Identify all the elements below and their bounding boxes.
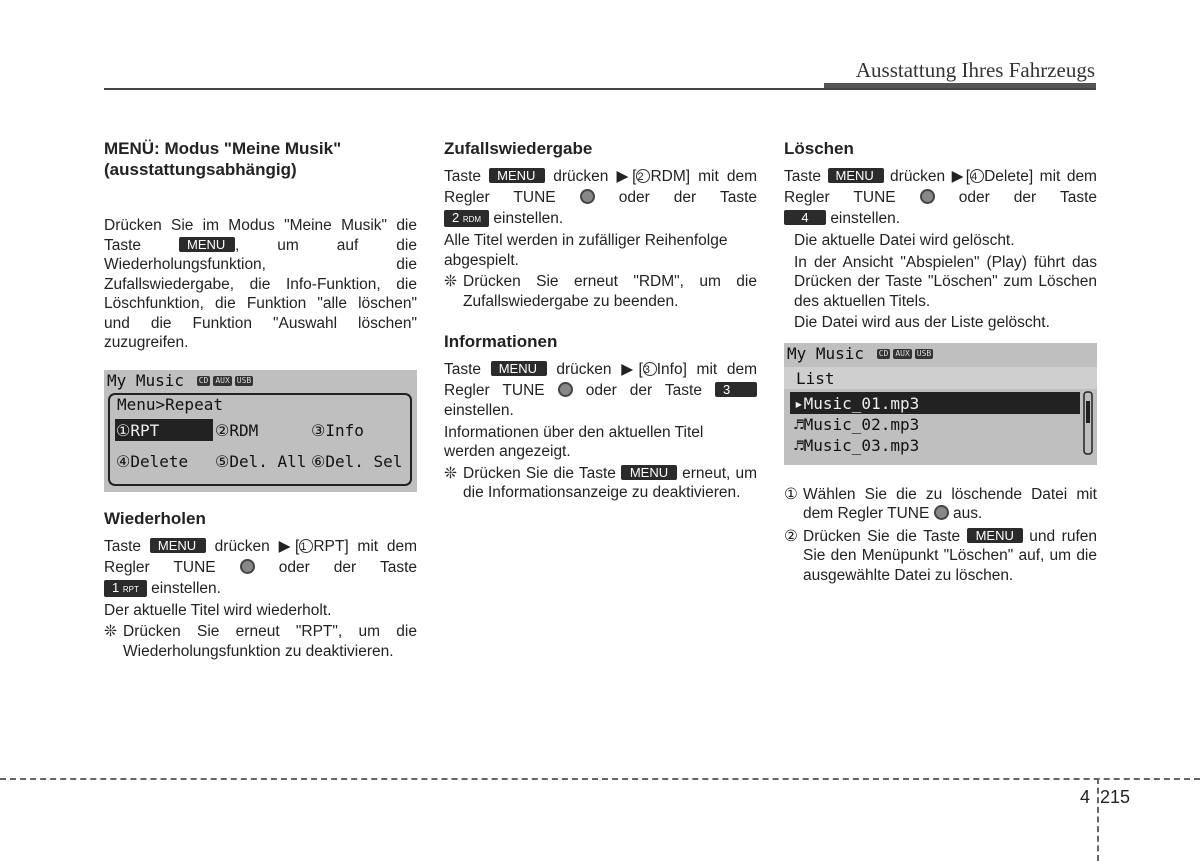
- info-result: Informationen über den aktuellen Titel werden angezeigt.: [444, 423, 704, 460]
- tune-knob-icon: [240, 559, 255, 574]
- cd-tag: CD: [878, 348, 889, 358]
- menu-item-del-sel: ⑥Del. Sel: [311, 451, 403, 471]
- delete-key-icon: 4: [784, 210, 826, 225]
- cd-tag: CD: [198, 375, 209, 385]
- delete-list-info: Die Datei wird aus der Liste gelöscht.: [794, 314, 1050, 331]
- arrow-icon: ▶[: [621, 361, 643, 378]
- menu-button-icon: MENU: [967, 528, 1023, 543]
- menu-item-rdm: ②RDM: [215, 420, 259, 440]
- menu-button-icon: MENU: [621, 465, 677, 480]
- delete-key-line: 4 einstellen.: [784, 208, 1097, 229]
- repeat-screen: [104, 370, 417, 492]
- note-icon: ❊: [104, 623, 117, 640]
- repeat-note: ❊ Drücken Sie erneut "RPT", um die Wiederholungsfunktion zu deaktivieren.: [104, 623, 417, 660]
- shuffle-result: Alle Titel werden in zufälliger Reihenfolge abgespielt.: [444, 232, 728, 269]
- number-3-icon: 3: [643, 362, 657, 376]
- arrow-icon: ▶[: [616, 168, 637, 185]
- footer-dashed-rule: [0, 778, 1200, 780]
- menu-item-del-all: ⑤Del. All: [215, 451, 307, 471]
- number-1-icon: 1: [299, 539, 313, 553]
- info-key-icon: 3: [715, 382, 757, 397]
- delete-play-info: In der Ansicht "Abspielen" (Play) führt das Drücken der Taste "Löschen" zum Löschen des aktuellen Titels.: [794, 253, 1097, 310]
- menu-item-rpt: ①RPT: [116, 420, 160, 440]
- tune-knob-icon: [558, 382, 573, 397]
- screen-app-title: My Music: [107, 370, 185, 390]
- delete-step-1: ① Wählen Sie die zu löschende Datei mit dem Regler TUNE aus.: [784, 485, 1097, 522]
- rdm-key-icon: 2 RDM: [444, 210, 489, 227]
- menu-button-icon: MENU: [828, 168, 884, 183]
- note-icon: ❊: [444, 273, 457, 290]
- column-3: [784, 138, 1097, 585]
- number-4-icon: 4: [970, 169, 984, 183]
- menu-button-icon: MENU: [489, 168, 545, 183]
- file-item-1: ▸Music_01.mp3: [794, 393, 920, 413]
- shuffle-instructions: Taste MENU drücken ▶[2 RDM] mit dem Regler TUNE oder der Taste: [444, 168, 758, 206]
- screen-app-title: My Music: [787, 343, 865, 363]
- arrow-icon: ▶[: [278, 537, 300, 555]
- shuffle-key-line: 2 RDM einstellen.: [444, 208, 757, 229]
- header-rule: [104, 88, 1096, 90]
- heading-delete: Löschen: [784, 139, 854, 158]
- note-icon: ❊: [444, 464, 457, 482]
- heading-information: Informationen: [444, 332, 558, 351]
- heading-menu-my-music: MENÜ: Modus "Meine Musik" (ausstattungsabhängig): [104, 139, 342, 179]
- menu-item-delete: ④Delete: [116, 451, 189, 471]
- usb-tag: USB: [236, 375, 252, 385]
- column-1: [104, 138, 417, 661]
- info-note: ❊ Drücken Sie die Taste MENU erneut, um die Informationsanzeige zu deaktivieren.: [444, 464, 757, 501]
- rpt-key-icon: 1 RPT: [104, 580, 147, 597]
- menu-button-icon: MENU: [150, 538, 206, 553]
- list-screen: [784, 343, 1097, 465]
- heading-repeat: Wiederholen: [104, 508, 206, 528]
- page-number: [1080, 787, 1130, 808]
- info-key-line: einstellen.: [444, 402, 514, 419]
- screen-path: Menu>Repeat: [117, 394, 223, 414]
- intro-paragraph: Drücken Sie im Modus "Meine Musik" die Taste MENU , um auf die Wiederholungsfunktion, die Zufallswiedergabe, die Info-Funktion, die Löschfunktion, die Funktion "alle löschen" und die Funktion "Auswahl löschen" zuzugreifen.: [104, 217, 417, 351]
- tune-knob-icon: [934, 505, 949, 520]
- tune-knob-icon: [920, 189, 935, 204]
- info-instructions: Taste MENU drücken ▶[3 Info] mit dem Regler TUNE oder der Taste 3: [444, 361, 758, 399]
- delete-result: Die aktuelle Datei wird gelöscht.: [794, 232, 1015, 249]
- screen-list-title: List: [796, 368, 835, 388]
- repeat-instructions: Taste MENU drücken ▶[1 RPT] mit dem Regler TUNE oder der Taste: [104, 537, 418, 576]
- arrow-icon: ▶[: [951, 168, 971, 185]
- delete-step-2: ② Drücken Sie die Taste MENU und rufen Sie den Menüpunkt "Löschen" auf, um die ausgewählte Datei zu löschen.: [784, 527, 1098, 584]
- chapter-number: 4: [1080, 787, 1091, 807]
- aux-tag: AUX: [895, 348, 910, 358]
- shuffle-note: ❊ Drücken Sie erneut "RDM", um die Zufallswiedergabe zu beenden.: [444, 273, 757, 310]
- tune-knob-icon: [580, 189, 595, 204]
- file-item-2: ♬Music_02.mp3: [794, 414, 920, 434]
- step-1-icon: ①: [784, 485, 798, 503]
- heading-shuffle: Zufallswiedergabe: [444, 139, 593, 158]
- step-2-icon: ②: [784, 527, 798, 545]
- number-2-icon: 2: [636, 169, 650, 183]
- menu-button-icon: MENU: [491, 361, 547, 376]
- repeat-result: Der aktuelle Titel wird wiederholt.: [104, 601, 332, 619]
- page-index: 215: [1100, 787, 1131, 807]
- menu-button-icon: MENU: [179, 237, 235, 252]
- file-item-3: ♬Music_03.mp3: [794, 435, 920, 455]
- column-2: [444, 138, 757, 503]
- usb-tag: USB: [916, 348, 932, 358]
- aux-tag: AUX: [215, 375, 230, 385]
- menu-item-info: ③Info: [311, 420, 364, 440]
- repeat-key-line: 1 RPT einstellen.: [104, 578, 417, 599]
- delete-instructions: Taste MENU drücken ▶[4 Delete] mit dem Regler TUNE oder der Taste: [784, 168, 1097, 206]
- page-header-title: Ausstattung Ihres Fahrzeugs: [855, 58, 1095, 82]
